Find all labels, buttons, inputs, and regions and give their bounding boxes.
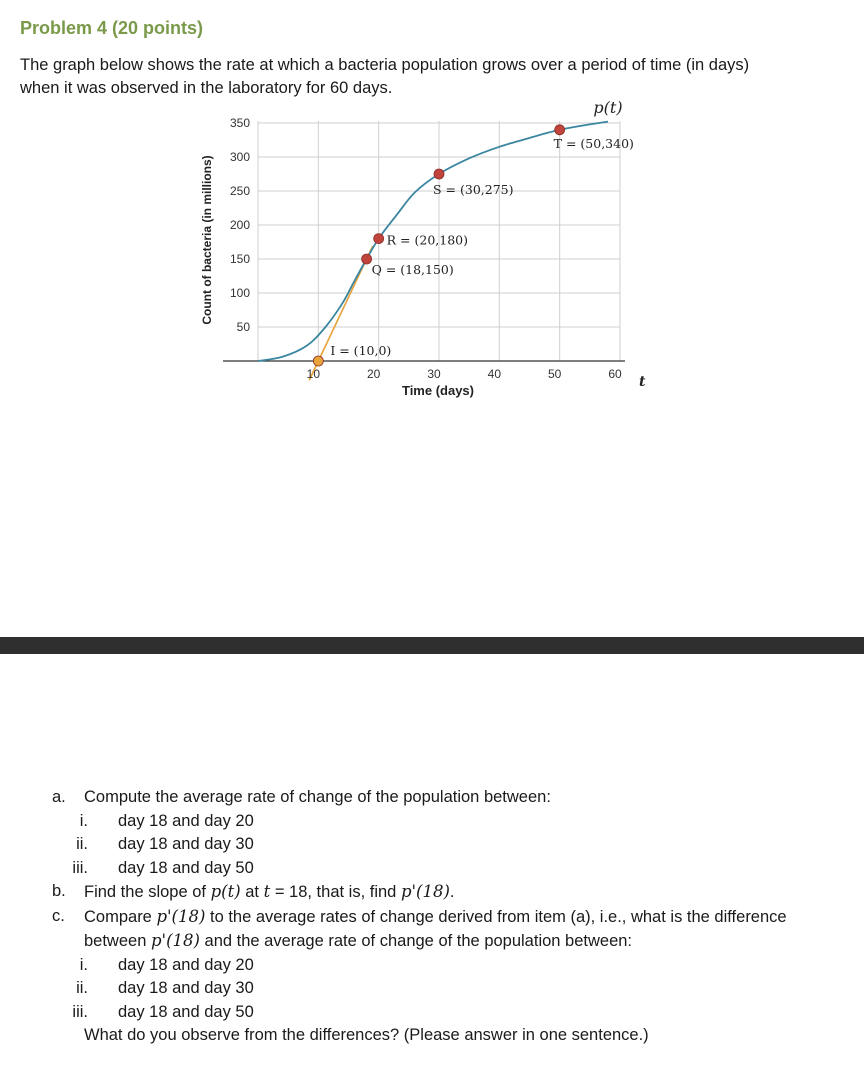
subitem bbox=[52, 1001, 842, 1025]
question-a bbox=[52, 786, 842, 810]
subitem bbox=[52, 810, 842, 834]
subitem-text: day 18 and day 30 bbox=[118, 979, 254, 997]
subitem-text: day 18 and day 50 bbox=[118, 1002, 254, 1021]
subitem-number: ii. bbox=[76, 835, 88, 853]
point-label-i: I = (10,0) bbox=[330, 343, 392, 358]
math-expression: p'(18) bbox=[400, 882, 450, 901]
x-tick-label: 10 bbox=[306, 367, 321, 381]
population-chart bbox=[0, 0, 864, 420]
function-label: p(t) bbox=[593, 98, 623, 117]
x-tick-label: 50 bbox=[547, 367, 562, 381]
x-tick-label: 60 bbox=[608, 367, 622, 381]
point-t bbox=[555, 125, 565, 135]
question-text: Compute the average rate of change of the population between: bbox=[84, 788, 551, 806]
math-expression: p(t) bbox=[210, 882, 241, 901]
y-tick-label: 250 bbox=[229, 184, 250, 198]
subitem bbox=[52, 954, 842, 978]
x-tick-label: 40 bbox=[487, 367, 502, 381]
text-part: = 18, that is, find bbox=[270, 883, 401, 901]
point-r bbox=[374, 234, 384, 244]
y-tick-label: 100 bbox=[229, 286, 250, 300]
point-label-s: S = (30,275) bbox=[433, 182, 514, 197]
subitem-number: iii. bbox=[72, 858, 88, 877]
point-q bbox=[362, 254, 372, 264]
text-part: . bbox=[449, 883, 455, 901]
x-tick-label: 30 bbox=[427, 367, 441, 381]
chart-labels bbox=[200, 98, 646, 398]
subitem-text: day 18 and day 30 bbox=[118, 835, 254, 853]
chart-series bbox=[258, 122, 608, 380]
t-axis-label: t bbox=[639, 374, 646, 390]
text-part: at bbox=[240, 883, 264, 901]
subitem-text: day 18 and day 50 bbox=[118, 858, 254, 877]
point-s bbox=[434, 169, 444, 179]
x-tick-label: 20 bbox=[366, 367, 381, 381]
question-text bbox=[84, 905, 842, 954]
subitem-number: iii. bbox=[72, 1002, 88, 1021]
question-text bbox=[84, 880, 842, 905]
point-i bbox=[313, 356, 323, 366]
y-axis-title: Count of bacteria (in millions) bbox=[200, 155, 214, 325]
x-axis-title: Time (days) bbox=[401, 383, 475, 398]
text-part: Find the slope of bbox=[84, 883, 211, 901]
subitem-text: day 18 and day 20 bbox=[118, 955, 254, 974]
question-c bbox=[52, 905, 842, 954]
subitem-number: i. bbox=[79, 955, 88, 974]
subitem bbox=[52, 833, 842, 857]
subitem-number: i. bbox=[79, 811, 88, 830]
text-part: Compare bbox=[84, 907, 157, 926]
question-letter: a. bbox=[52, 788, 66, 806]
text-part: to the average rates of change derived from item (a), i.e., what is the difference bbox=[205, 907, 787, 926]
intro-line-2: when it was observed in the laboratory for 60 days. bbox=[20, 79, 393, 97]
y-tick-label: 150 bbox=[229, 252, 250, 266]
math-expression: p'(18) bbox=[150, 931, 200, 950]
text-part: and the average rate of change of the population between: bbox=[199, 932, 633, 950]
subitem bbox=[52, 857, 842, 881]
math-expression: t bbox=[263, 882, 271, 901]
y-tick-label: 50 bbox=[236, 320, 250, 334]
intro-line-1: The graph below shows the rate at which a bacteria population grows over a period of time (in days) bbox=[20, 56, 750, 74]
subitem-number: ii. bbox=[76, 979, 88, 997]
subitem-text: day 18 and day 20 bbox=[118, 811, 254, 830]
y-tick-label: 300 bbox=[229, 150, 250, 164]
question-list bbox=[52, 786, 842, 1048]
point-label-r: R = (20,180) bbox=[386, 232, 468, 248]
y-tick-label: 350 bbox=[229, 116, 250, 130]
point-label-q: Q = (18,150) bbox=[371, 262, 454, 277]
subitem bbox=[52, 977, 842, 1001]
problem-title: Problem 4 (20 points) bbox=[20, 18, 204, 38]
question-b bbox=[52, 880, 842, 905]
math-expression: p'(18) bbox=[156, 906, 206, 926]
question-letter: c. bbox=[52, 906, 65, 925]
text-part: between bbox=[84, 932, 151, 950]
point-label-t: T = (50,340) bbox=[553, 135, 634, 151]
y-tick-label: 200 bbox=[229, 218, 250, 232]
question-closing: What do you observe from the differences? (Please answer in one sentence.) bbox=[84, 1026, 649, 1044]
question-letter: b. bbox=[52, 882, 66, 900]
section-divider bbox=[0, 637, 864, 654]
